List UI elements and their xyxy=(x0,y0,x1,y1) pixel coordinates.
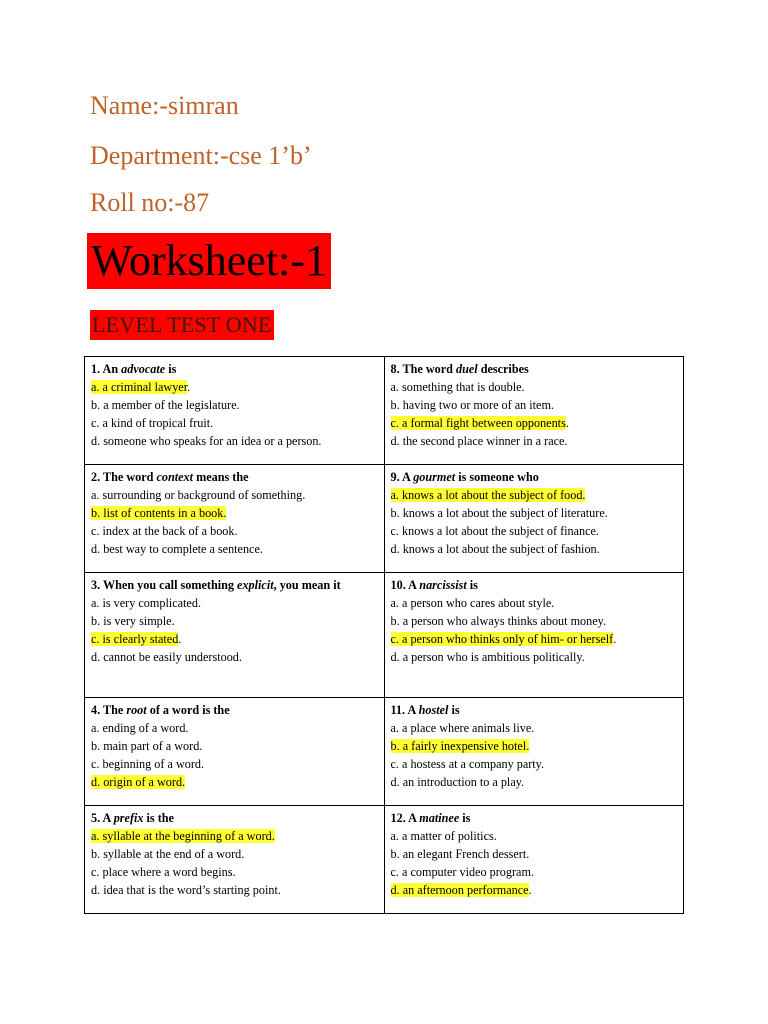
answer-option: a. a person who cares about style. xyxy=(390,596,555,610)
question-prefix: An xyxy=(102,362,122,376)
question-suffix: is the xyxy=(143,811,174,825)
question-row xyxy=(85,573,684,698)
question-suffix: is xyxy=(459,811,471,825)
answer-option: d. cannot be easily understood. xyxy=(91,650,242,664)
level-test-title: LEVEL TEST ONE xyxy=(90,310,274,340)
answer-option xyxy=(91,630,378,648)
worksheet-title: Worksheet:-1 xyxy=(87,233,331,289)
question-cell xyxy=(85,806,385,914)
highlighted-answer: c. a person who thinks only of him- or herself xyxy=(390,632,614,646)
student-name: Name:-simran xyxy=(90,91,239,120)
question-suffix: means the xyxy=(193,470,249,484)
question-number: 2. xyxy=(91,470,103,484)
question-cell xyxy=(85,698,385,806)
answer-option xyxy=(391,881,678,899)
question-text xyxy=(391,701,678,719)
question-text xyxy=(91,360,378,378)
answer-option: c. a hostess at a company party. xyxy=(390,757,545,771)
question-prefix: A xyxy=(407,703,419,717)
question-number: 5. xyxy=(91,811,103,825)
answer-option: d. someone who speaks for an idea or a person. xyxy=(91,434,322,448)
question-prefix: The word xyxy=(402,362,456,376)
question-term: hostel xyxy=(418,703,449,717)
answer-option: a. a matter of politics. xyxy=(390,829,497,843)
question-cell xyxy=(384,357,684,465)
question-cell xyxy=(384,573,684,698)
answer-option: d. best way to complete a sentence. xyxy=(91,542,263,556)
question-text xyxy=(391,576,678,594)
highlighted-answer: c. a formal fight between opponents xyxy=(390,416,566,430)
answer-option: a. surrounding or background of something. xyxy=(91,488,306,502)
answer-option: b. a member of the legislature. xyxy=(91,398,240,412)
question-term: context xyxy=(156,470,194,484)
answer-option: b. a person who always thinks about money. xyxy=(390,614,607,628)
answer-option: d. idea that is the word’s starting point. xyxy=(91,883,281,897)
question-row xyxy=(85,465,684,573)
question-number: 8. xyxy=(390,362,403,376)
answer-option: d. an introduction to a play. xyxy=(390,775,525,789)
question-term: gourmet xyxy=(413,470,456,484)
answer-option: b. an elegant French dessert. xyxy=(390,847,530,861)
question-term: explicit xyxy=(237,578,274,592)
answer-option: a. ending of a word. xyxy=(91,721,189,735)
answer-option: a. is very complicated. xyxy=(91,596,201,610)
question-prefix: A xyxy=(408,578,420,592)
student-department: Department:-cse 1’b’ xyxy=(90,141,312,170)
question-cell xyxy=(85,573,385,698)
answer-option: c. a computer video program. xyxy=(390,865,534,879)
answer-option xyxy=(91,827,378,845)
answer-option xyxy=(391,414,678,432)
answer-option: b. having two or more of an item. xyxy=(390,398,554,412)
question-number: 11. xyxy=(390,703,408,717)
highlighted-answer: d. an afternoon performance xyxy=(390,883,529,897)
question-term: narcissist xyxy=(419,578,467,592)
answer-suffix: . xyxy=(187,380,191,394)
question-suffix: , you mean it xyxy=(273,578,341,592)
answer-option: d. the second place winner in a race. xyxy=(390,434,568,448)
highlighted-answer: d. origin of a word. xyxy=(91,775,186,789)
highlighted-answer: a. syllable at the beginning of a word. xyxy=(91,829,275,843)
question-text xyxy=(391,809,678,827)
question-cell xyxy=(384,698,684,806)
answer-option: d. knows a lot about the subject of fashion. xyxy=(390,542,600,556)
answer-option xyxy=(391,737,678,755)
question-term: root xyxy=(126,703,147,717)
question-text xyxy=(91,576,378,594)
highlighted-answer: a. a criminal lawyer xyxy=(91,380,188,394)
question-number: 4. xyxy=(91,703,103,717)
answer-option: c. index at the back of a book. xyxy=(91,524,238,538)
question-suffix: is someone who xyxy=(455,470,539,484)
answer-option xyxy=(91,504,378,522)
question-term: advocate xyxy=(121,362,166,376)
answer-suffix: . xyxy=(613,632,617,646)
answer-option xyxy=(391,486,678,504)
highlighted-answer: b. a fairly inexpensive hotel. xyxy=(390,739,530,753)
answer-option xyxy=(91,378,378,396)
answer-option: d. a person who is ambitious politically. xyxy=(390,650,585,664)
question-text xyxy=(91,468,378,486)
question-suffix: is xyxy=(165,362,177,376)
question-text xyxy=(91,701,378,719)
question-text xyxy=(391,468,678,486)
question-term: duel xyxy=(455,362,478,376)
question-cell xyxy=(384,465,684,573)
question-prefix: The word xyxy=(102,470,157,484)
answer-option: b. main part of a word. xyxy=(91,739,203,753)
answer-option: c. place where a word begins. xyxy=(91,865,236,879)
highlighted-answer: c. is clearly stated xyxy=(91,632,179,646)
answer-suffix: . xyxy=(565,416,569,430)
answer-option xyxy=(91,773,378,791)
answer-option: a. a place where animals live. xyxy=(390,721,535,735)
question-number: 10. xyxy=(390,578,409,592)
question-number: 1. xyxy=(91,362,103,376)
question-number: 9. xyxy=(390,470,403,484)
question-row xyxy=(85,698,684,806)
question-suffix: of a word is the xyxy=(146,703,230,717)
question-number: 3. xyxy=(91,578,103,592)
question-prefix: A xyxy=(102,811,114,825)
question-suffix: is xyxy=(448,703,460,717)
question-prefix: The xyxy=(102,703,127,717)
questions-table xyxy=(84,356,684,914)
question-prefix: A xyxy=(408,811,420,825)
question-suffix: is xyxy=(466,578,478,592)
answer-option xyxy=(391,630,678,648)
question-term: prefix xyxy=(113,811,144,825)
highlighted-answer: b. list of contents in a book. xyxy=(91,506,227,520)
question-number: 12. xyxy=(390,811,409,825)
question-cell xyxy=(384,806,684,914)
question-term: matinee xyxy=(419,811,460,825)
answer-option: b. knows a lot about the subject of literature. xyxy=(390,506,608,520)
answer-suffix: . xyxy=(178,632,182,646)
answer-option: c. a kind of tropical fruit. xyxy=(91,416,214,430)
question-text xyxy=(91,809,378,827)
student-roll-number: Roll no:-87 xyxy=(90,188,210,217)
question-cell xyxy=(85,465,385,573)
question-text xyxy=(391,360,678,378)
answer-option: b. is very simple. xyxy=(91,614,175,628)
question-prefix: A xyxy=(402,470,414,484)
question-prefix: When you call something xyxy=(102,578,238,592)
question-suffix: describes xyxy=(477,362,529,376)
answer-option: a. something that is double. xyxy=(390,380,525,394)
answer-option: b. syllable at the end of a word. xyxy=(91,847,245,861)
answer-option: c. knows a lot about the subject of finance. xyxy=(390,524,599,538)
question-row xyxy=(85,357,684,465)
question-row xyxy=(85,806,684,914)
question-cell xyxy=(85,357,385,465)
highlighted-answer: a. knows a lot about the subject of food. xyxy=(390,488,586,502)
answer-option: c. beginning of a word. xyxy=(91,757,205,771)
answer-suffix: . xyxy=(528,883,532,897)
